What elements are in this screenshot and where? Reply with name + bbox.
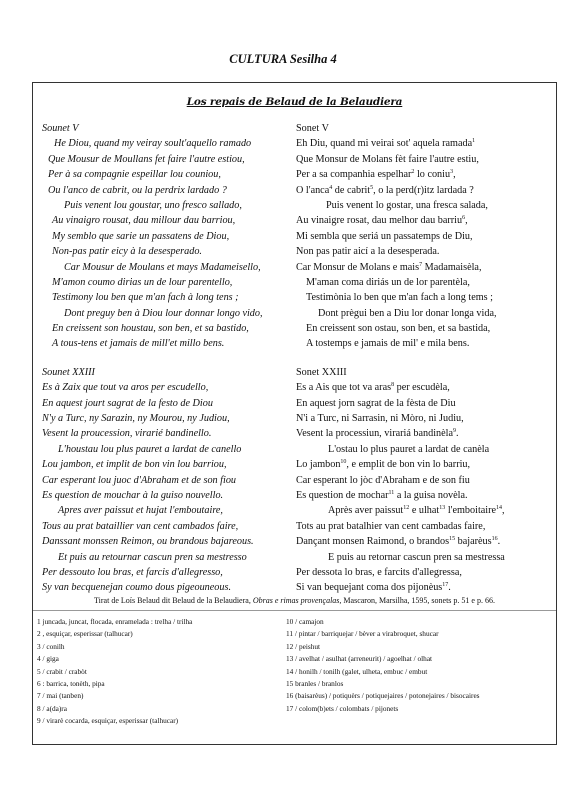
verse-line: Testimony lou ben que m'an fach à long tens ; [52, 292, 239, 304]
verse-line: Non-pas patir eicy à la desesperado. [52, 246, 202, 258]
source-credit: Tirat de Loís Belaud dit Belaud de la Belaudiera, Obras e rimas provençalas, Mascaron, Marsilha, 1595, sonets p. 51 e p. 66. [94, 596, 495, 605]
page-header: CULTURA Sesilha 4 [229, 52, 337, 66]
verse-line: L'ostau lo plus pauret a lardat de canèla [328, 443, 490, 455]
verse-line: Si van bequejant coma dos pijonèus$^{17}$. [296, 582, 451, 594]
gloss-item: 13 / avelhat / asulhat (arreneurit) / agoelhat / olhat [286, 654, 433, 664]
verse-line: Puis venent lou goustar, uno fresco sallado, [64, 199, 242, 211]
gloss-item: 4 / gigа [37, 654, 59, 664]
gloss-item: 6 : barrica, tonèth, pipa [37, 679, 105, 689]
verse-line: My semblo que sarie un passatens de Diou, [52, 230, 230, 242]
verse-line: Dont prègui ben a Diu lor donar longa vida, [318, 307, 497, 319]
gloss-item: 1 juncada, juncat, flocada, enramelada : trelha / trilha [37, 617, 193, 626]
verse-line: Testimònia lo ben que m'an fach a long tems ; [306, 292, 493, 304]
gloss-item: 16 (baisarèus) / potiquèrs / potiquejaires / potonejaires / bisocaires [286, 691, 480, 701]
verse-line: Lo jambon$^{10}$, e emplit de bon vin lo barriu, [296, 459, 471, 471]
verse-line: Que Mousur de Moullans fet faire l'autre estiou, [48, 153, 245, 165]
gloss-item: 9 / virarè cocarda, esquiçar, esperissar (talhucar) [37, 716, 179, 726]
gloss-item: 11 / pintar / barriquejar / bèver a virabroquet, shucar [286, 629, 439, 639]
verse-line: Dont preguy ben à Diou lour donnar longo vido, [64, 307, 263, 319]
verse-line: Ou l'anco de cabrit, ou la perdrix lardado ? [48, 184, 227, 196]
verse-line: Vesent la proucession, virarié bandinello. [42, 428, 212, 440]
verse-line: Tots au prat batalhier van cent cambadas faire, [296, 520, 486, 532]
verse-line: Au vinaigre rosat, dau melhor dau barriu$^6$, [296, 215, 468, 227]
verse-line: N'i a Turc, ni Sarrasin, ni Mòro, ni Judiu, [296, 413, 464, 425]
verse-line: Sy van becquenejan coumo dous pigeouneous. [42, 582, 231, 594]
sonnet-xxiii-right-title: Sonet XXIII [296, 366, 347, 378]
right-column [296, 121, 551, 596]
gloss-item: 10 / camajon [286, 617, 324, 626]
verse-line: N'y a Turc, ny Sarazin, ny Mourou, ny Judiou, [42, 413, 230, 425]
verse-line: Non pas patir aicí a la desesperada. [296, 246, 440, 258]
sonnet-xxiii-left-title: Sounet XXIII [42, 366, 95, 378]
verse-line: En aquest jorn sagrat de la fèsta de Diu [296, 397, 456, 409]
left-column [42, 121, 297, 596]
glossary-left [37, 616, 192, 728]
verse-line: Es question de mochar$^{11}$ a la guisa novèla. [296, 489, 468, 501]
verse-line: Que Monsur de Molans fèt faire l'autre estiu, [296, 153, 479, 165]
verse-line: He Diou, quand my veiray soult'aquello ramado [54, 138, 252, 150]
divider [33, 610, 556, 611]
verse-line: En creissent son ostau, son ben, et sa bastida, [306, 323, 491, 335]
sonnet-v-left-title: Sounet V [42, 123, 79, 134]
verse-line: Tous au prat bataillier van cent cambados faire, [42, 520, 239, 532]
verse-line: Danssant monssen Reimon, ou brandous bajareous. [42, 536, 254, 548]
verse-line: Apres aver paissut et hujat l'emboutaire, [58, 505, 223, 517]
poem-title: Los repais de Belaud de la Belaudiera [186, 96, 403, 108]
gloss-item: 17 / colom(b)ets / colombats / pijonets [286, 703, 399, 713]
verse-line: Per a sa companhia espelhar$^2$ lo coniu$^3$, [296, 169, 456, 181]
gloss-item: 15 branles / branlos [286, 679, 344, 689]
verse-line: Après aver paissut$^{12}$ e ulhat$^{13}$ l'emboitaire$^{14}$, [328, 505, 505, 517]
verse-line: A tostemps e jamais de mil' e mila bens. [306, 338, 470, 350]
verse-line: Mi sembla que seriá un passatemps de Diu, [296, 230, 473, 242]
verse-line: Et puis au retournar cascun pren sa mestresso [58, 551, 247, 563]
verse-line: Car Monsur de Molans e mais$^7$ Madamaisèla, [296, 261, 482, 273]
gloss-item: 7 / mai (tanben) [37, 691, 84, 701]
verse-line: Per dessota lo bras, e farcits d'allegressa, [296, 566, 462, 578]
verse-line: Car Mousur de Moulans et mays Madameisello, [64, 261, 261, 273]
verse-line: Es a Ais que tot va aras$^8$ per escudèla, [296, 382, 450, 394]
verse-line: L'houstau lou plus pauret a lardat de canello [58, 443, 242, 455]
verse-line: Vesent la processiun, virariá bandinèla$^9$. [296, 428, 459, 440]
verse-line: Lou jambon, et implit de bon vin lou barriou, [42, 459, 227, 471]
verse-line: Es question de mouchar à la guiso nouvello. [42, 489, 224, 501]
verse-line: Dançant monsen Raimond, o brandos$^{15}$ bajarèus$^{16}$. [296, 536, 501, 548]
sonnet-v-right-title: Sonet V [296, 123, 329, 134]
verse-line: Car esperant lo jòc d'Abraham e de son fiu [296, 474, 470, 486]
verse-line: Au vinaigro rousat, dau millour dau barriou, [52, 215, 236, 227]
verse-line: En aquest jourt sagrat de la festo de Diou [42, 397, 213, 409]
verse-line: Eh Diu, quand mi veirai sot' aquela ramada$^1$ [296, 138, 476, 150]
verse-line: A tous-tens et jamais de mill'et millo bens. [52, 338, 225, 350]
verse-line: Per à sa compagnie espeillar lou couniou, [48, 169, 221, 181]
gloss-item: 8 / a(da)ra [37, 703, 67, 713]
verse-line: Puis venent lo gostar, una fresca salada, [326, 199, 488, 211]
glossary-right [286, 616, 480, 715]
verse-line: En creissent son houstau, son ben, et sa bastido, [52, 323, 249, 335]
verse-line: M'amon coumo dirias un de lour parentello, [52, 276, 233, 288]
document-frame [32, 82, 557, 745]
gloss-item: 5 / crabit / crabòt [37, 666, 87, 676]
gloss-item: 3 / conilh [37, 641, 65, 651]
gloss-item: 12 / peishut [286, 641, 321, 651]
gloss-item: 14 / honilh / tonilh (galet, ulheta, embuc / embut [286, 666, 428, 676]
verse-line: M'aman coma diriás un de lor parentèla, [306, 276, 470, 288]
verse-line: Per dessouto lou bras, et farcis d'allegresso, [42, 566, 223, 578]
verse-line: Es à Zaix que tout va aros per escudello, [42, 382, 209, 394]
gloss-item: 2 , esquiçar, esperissar (talhucar) [37, 629, 133, 639]
verse-line: O l'anca$^4$ de cabrit$^5$, o la perd(r)itz lardada ? [296, 184, 474, 196]
verse-line: Car esperant lou juoc d'Abraham et de son fiou [42, 474, 237, 486]
verse-line: E puis au retornar cascun pren sa mestressa [328, 551, 505, 563]
